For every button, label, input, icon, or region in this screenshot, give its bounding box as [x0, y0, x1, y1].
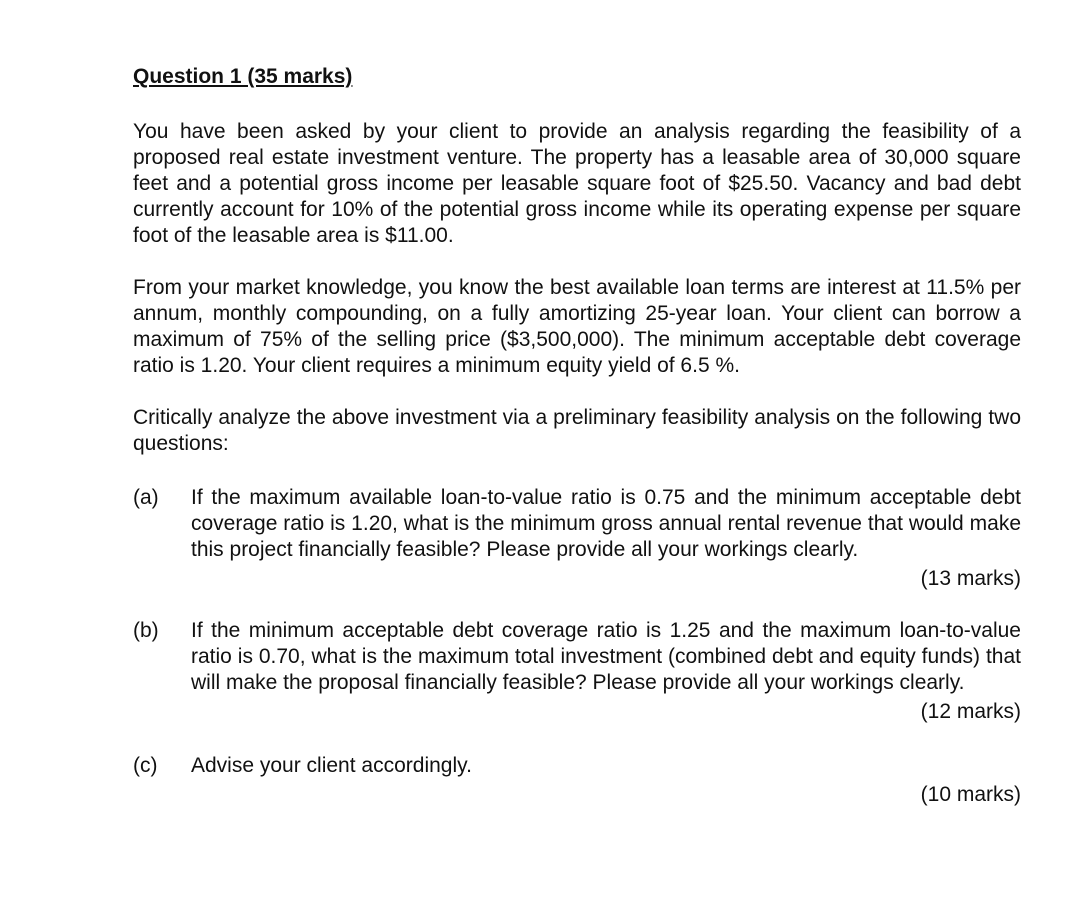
question-title: Question 1 (35 marks) [133, 65, 353, 88]
part-c [133, 753, 1021, 779]
scenario-paragraph: You have been asked by your client to provide an analysis regarding the feasibility of a proposed real estate investment venture. The property has a leasable area of 30,000 square feet and a potential gross income per leasable square foot of $25.50. Vacancy and bad debt currently account for 10% of the potential gross income while its operating expense per square foot of the leasable area is $11.00. [133, 120, 1021, 247]
question-document [133, 62, 1021, 808]
part-a-label: (a) [133, 486, 159, 509]
part-b-marks: (12 marks) [920, 700, 1021, 723]
part-a-marks: (13 marks) [920, 567, 1021, 590]
part-a-text: If the maximum available loan-to-value ratio is 0.75 and the minimum acceptable debt coverage ratio is 1.20, what is the minimum gross annual rental revenue that would make this project financially feasible? Please provide all your workings clearly. [191, 486, 1021, 561]
part-a [133, 485, 1021, 563]
instruction-paragraph: Critically analyze the above investment via a preliminary feasibility analysis on the following two questions: [133, 406, 1021, 455]
part-b [133, 618, 1021, 696]
part-b-text: If the minimum acceptable debt coverage ratio is 1.25 and the maximum loan-to-value ratio is 0.70, what is the maximum total investment (combined debt and equity funds) that will make the proposal financially feasible? Please provide all your workings clearly. [191, 619, 1021, 694]
part-c-text: Advise your client accordingly. [191, 754, 472, 777]
part-b-label: (b) [133, 619, 159, 642]
loan-terms-paragraph: From your market knowledge, you know the best available loan terms are interest at 11.5% per annum, monthly compounding, on a fully amortizing 25-year loan. Your client can borrow a maximum of 75% of the selling price ($3,500,000). The minimum acceptable debt coverage ratio is 1.20. Your client requires a minimum equity yield of 6.5 %. [133, 276, 1021, 377]
part-c-label: (c) [133, 754, 158, 777]
part-c-marks: (10 marks) [920, 783, 1021, 806]
